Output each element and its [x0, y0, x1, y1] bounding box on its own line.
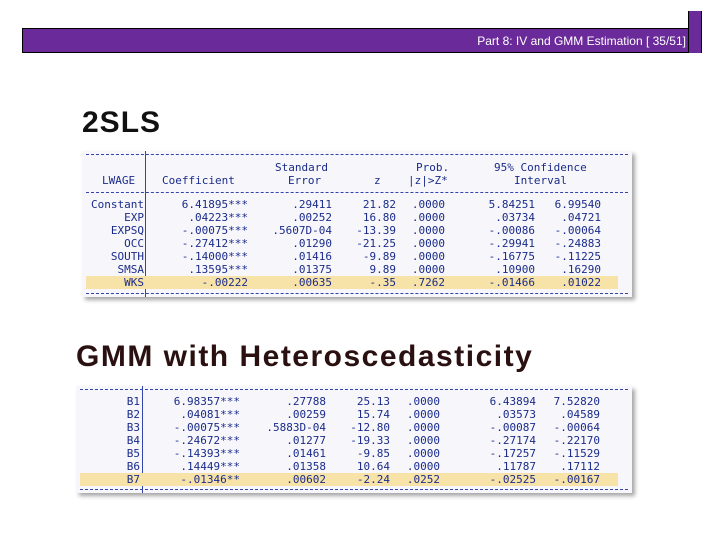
table-cell: -.00087	[489, 421, 536, 434]
table-cell: -.17257	[489, 447, 536, 460]
row-label: B5	[126, 447, 140, 460]
table-cell: -.00064	[553, 421, 600, 434]
table-cell: .00252	[292, 211, 332, 224]
header-cell: |z|>Z*	[408, 174, 448, 187]
table-cell: .7262	[411, 276, 445, 289]
table-cell: 6.98357***	[173, 395, 240, 408]
header-cell: Prob.	[416, 161, 450, 174]
row-label: EXP	[124, 211, 144, 224]
table-cell: -.16775	[488, 250, 535, 263]
table-cell: .04721	[561, 211, 601, 224]
table-cell: .16290	[561, 263, 601, 276]
header-cell: Standard	[275, 161, 328, 174]
table-cell: 9.89	[369, 263, 396, 276]
row-label: EXPSQ	[110, 224, 144, 237]
header-cell: Interval	[514, 174, 567, 187]
table-cell: -.11225	[554, 250, 601, 263]
table-cell: -13.39	[356, 224, 396, 237]
table-cell: .0000	[406, 395, 440, 408]
table-cell: 25.13	[356, 395, 390, 408]
divider	[86, 192, 628, 193]
header-cell: Coefficient	[162, 174, 235, 187]
table-cell: .0000	[411, 263, 445, 276]
table-cell: .0252	[406, 473, 440, 486]
table-cell: -.00064	[554, 224, 601, 237]
row-label: WKS	[124, 276, 144, 289]
table-cell: -.00086	[488, 224, 535, 237]
table-cell: .0000	[406, 408, 440, 421]
table-cell: .5607D-04	[272, 224, 332, 237]
table-2sls	[82, 151, 632, 297]
table-cell: .14449***	[180, 460, 240, 473]
table-cell: .00635	[292, 276, 332, 289]
table-cell: .5883D-04	[266, 421, 326, 434]
table-cell: -.14000***	[181, 250, 248, 263]
table-cell: -.01346**	[180, 473, 240, 486]
table-cell: .0000	[406, 447, 440, 460]
row-label: SMSA	[117, 263, 144, 276]
table-cell: .0000	[411, 211, 445, 224]
table-cell: 6.41895***	[181, 198, 248, 211]
header-cell: 95% Confidence	[494, 161, 587, 174]
header-top-strip	[22, 11, 688, 29]
table-cell: -.11529	[553, 447, 600, 460]
table-cell: .00602	[286, 473, 326, 486]
table-cell: .01277	[286, 434, 326, 447]
table-cell: .0000	[411, 237, 445, 250]
table-cell: -2.24	[356, 473, 390, 486]
row-label: Constant	[91, 198, 144, 211]
table-cell: .17112	[560, 460, 600, 473]
table-cell: 16.80	[362, 211, 396, 224]
header-side-block	[688, 11, 701, 53]
table-cell: .04589	[560, 408, 600, 421]
table-cell: -.02525	[489, 473, 536, 486]
table-cell: .0000	[406, 460, 440, 473]
table-cell: .03573	[496, 408, 536, 421]
slide-title: Part 8: IV and GMM Estimation [ 35/51]	[477, 34, 686, 48]
table-cell: .0000	[411, 224, 445, 237]
table-cell: -9.89	[362, 250, 396, 263]
table-cell: 6.99540	[554, 198, 601, 211]
table-cell: 15.74	[356, 408, 390, 421]
row-label: B2	[126, 408, 140, 421]
table-cell: .01022	[561, 276, 601, 289]
row-label: B7	[126, 473, 140, 486]
table-cell: 7.52820	[553, 395, 600, 408]
table-cell: .10900	[495, 263, 535, 276]
row-label: B6	[126, 460, 140, 473]
table-cell: -.00075***	[173, 421, 240, 434]
row-label: SOUTH	[110, 250, 144, 263]
divider	[80, 389, 628, 390]
table-cell: -.22170	[553, 434, 600, 447]
row-label: OCC	[124, 237, 144, 250]
table-cell: -.27174	[489, 434, 536, 447]
table-cell: -9.85	[356, 447, 390, 460]
table-cell: -21.25	[356, 237, 396, 250]
table-cell: 10.64	[356, 460, 390, 473]
table-cell: .27788	[286, 395, 326, 408]
table-cell: .04223***	[188, 211, 248, 224]
table-cell: .13595***	[188, 263, 248, 276]
table-cell: .11787	[496, 460, 536, 473]
divider	[86, 293, 628, 294]
table-cell: .29411	[292, 198, 332, 211]
header-cell: z	[374, 174, 381, 187]
divider	[80, 489, 628, 490]
table-cell: .00259	[286, 408, 326, 421]
divider	[86, 154, 628, 155]
table-cell: 21.82	[362, 198, 396, 211]
table-cell: .01290	[292, 237, 332, 250]
table-cell: -.29941	[488, 237, 535, 250]
table-cell: -19.33	[350, 434, 390, 447]
highlighted-row	[86, 276, 618, 289]
row-label: B1	[126, 395, 140, 408]
highlighted-row	[80, 473, 618, 486]
section-title-2sls: 2SLS	[82, 106, 162, 139]
table-cell: 6.43894	[489, 395, 536, 408]
table-cell: -.00075***	[181, 224, 248, 237]
table-cell: .0000	[406, 421, 440, 434]
row-label: B4	[126, 434, 140, 447]
table-cell: -.01466	[488, 276, 535, 289]
table-cell: .01375	[292, 263, 332, 276]
table-cell: .01358	[286, 460, 326, 473]
table-cell: -12.80	[350, 421, 390, 434]
table-cell: -.27412***	[181, 237, 248, 250]
table-cell: .0000	[411, 198, 445, 211]
table-cell: -.00167	[553, 473, 600, 486]
table-cell: -.24883	[554, 237, 601, 250]
table-cell: 5.84251	[488, 198, 535, 211]
table-cell: .01416	[292, 250, 332, 263]
table-cell: -.14393***	[173, 447, 240, 460]
table-gmm	[76, 386, 632, 493]
header-cell: LWAGE	[102, 174, 136, 187]
table-cell: .0000	[406, 434, 440, 447]
table-cell: .03734	[495, 211, 535, 224]
table-cell: -.35	[369, 276, 396, 289]
row-label: B3	[126, 421, 140, 434]
table-cell: -.00222	[201, 276, 248, 289]
header-cell: Error	[288, 174, 322, 187]
table-cell: .01461	[286, 447, 326, 460]
table-cell: .0000	[411, 250, 445, 263]
table-cell: -.24672***	[173, 434, 240, 447]
section-title-gmm: GMM with Heteroscedasticity	[76, 340, 534, 373]
table-cell: .04081***	[180, 408, 240, 421]
